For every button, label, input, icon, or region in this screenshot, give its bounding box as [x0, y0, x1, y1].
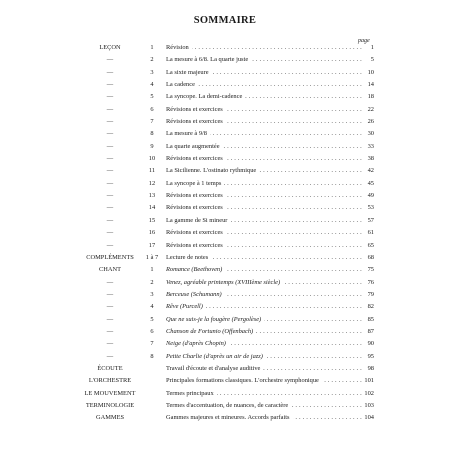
toc-title-cell: [166, 240, 364, 252]
toc-section: —: [106, 118, 114, 126]
toc-page-number: 33: [367, 142, 374, 150]
toc-row: [0, 128, 450, 140]
toc-title-cell: [166, 412, 364, 424]
toc-number: 5: [150, 93, 154, 101]
toc-title-cell: [166, 141, 364, 153]
toc-row: [0, 165, 450, 177]
toc-page-number: 85: [367, 315, 374, 323]
toc-row: [0, 104, 450, 116]
toc-row: [0, 388, 450, 400]
toc-row: [0, 289, 450, 301]
toc-title-cell: [166, 277, 364, 289]
toc-title: La quarte augmentée: [166, 143, 223, 150]
toc-title: Termes d'accentuation, de nuances, de caractère: [166, 402, 291, 409]
toc-page-number: 57: [367, 216, 374, 224]
toc-section: —: [106, 229, 114, 237]
toc-number: 5: [150, 315, 154, 323]
toc-section: —: [106, 315, 114, 323]
toc-page-number: 98: [367, 364, 374, 372]
toc-row: [0, 326, 450, 338]
toc-title: Révisions et exercices: [166, 155, 226, 162]
toc-section: —: [106, 142, 114, 150]
toc-section: ÉCOUTE: [97, 364, 123, 372]
toc-number: 2: [150, 278, 154, 286]
toc-title: Révisions et exercices: [166, 106, 226, 113]
toc-section: —: [106, 105, 114, 113]
toc-title: La cadence: [166, 81, 198, 88]
toc-number: 14: [148, 204, 156, 212]
toc-section: —: [106, 167, 114, 175]
toc-page-number: 45: [367, 179, 374, 187]
toc-title-cell: [166, 289, 364, 301]
toc-title-cell: [166, 326, 364, 338]
toc-number: 6: [150, 105, 154, 113]
toc-title: Révisions et exercices: [166, 204, 226, 211]
toc-title: Petite Charlie (d'après un air de jazz): [166, 353, 266, 360]
toc-page-number: 102: [364, 389, 374, 397]
toc-section: —: [106, 216, 114, 224]
toc-title: La mesure à 6/8. La quarte juste: [166, 56, 251, 63]
toc-row: [0, 67, 450, 79]
toc-title-cell: [166, 116, 364, 128]
toc-title-cell: [166, 375, 364, 387]
toc-title: Principales formations classiques. L'orchestre symphonique: [166, 377, 322, 384]
table-of-contents: [0, 42, 450, 425]
toc-title: Travail d'écoute et d'analyse auditive: [166, 365, 263, 372]
toc-number: 8: [150, 352, 154, 360]
toc-page-number: 26: [367, 118, 374, 126]
toc-title: Termes principaux: [166, 390, 217, 397]
toc-row: [0, 412, 450, 424]
toc-number: 3: [150, 290, 154, 298]
toc-number: 3: [150, 68, 154, 76]
toc-number: 10: [148, 155, 156, 163]
toc-page-number: 38: [367, 155, 374, 163]
toc-page-number: 30: [367, 130, 374, 138]
toc-section: —: [106, 81, 114, 89]
toc-title-cell: [166, 54, 364, 66]
toc-title: La Sicilienne. L'ostinato rythmique: [166, 167, 259, 174]
toc-number: 7: [150, 340, 154, 348]
toc-title-cell: [166, 91, 364, 103]
toc-row: [0, 314, 450, 326]
toc-page-number: 5: [370, 56, 374, 64]
toc-title: Romance (Beethoven): [166, 266, 225, 273]
toc-page-number: 104: [364, 414, 374, 422]
toc-section: LEÇON: [99, 44, 121, 51]
toc-section: —: [106, 192, 114, 200]
toc-row: [0, 54, 450, 66]
toc-number: 7: [150, 118, 154, 126]
toc-number: 4: [150, 303, 154, 311]
toc-section: TERMINOLOGIE: [85, 401, 135, 409]
toc-title: Berceuse (Schumann): [166, 291, 225, 298]
toc-section: —: [106, 93, 114, 101]
toc-title-cell: [166, 153, 364, 165]
toc-page-number: 76: [367, 278, 374, 286]
toc-row: [0, 153, 450, 165]
toc-page-number: 22: [367, 105, 374, 113]
toc-row: [0, 240, 450, 252]
toc-title: Révisions et exercices: [166, 229, 226, 236]
toc-title-cell: [166, 67, 364, 79]
toc-title: Révisions et exercices: [166, 242, 226, 249]
toc-section: —: [106, 278, 114, 286]
toc-title-cell: [166, 400, 364, 412]
page-column-label: page: [358, 38, 370, 44]
toc-section: —: [106, 155, 114, 163]
toc-title: La gamme de Si mineur: [166, 217, 230, 224]
toc-title-cell: [166, 190, 364, 202]
toc-number: 16: [148, 229, 156, 237]
toc-title-cell: [166, 178, 364, 190]
toc-section: CHANT: [98, 266, 121, 274]
toc-section: —: [106, 56, 114, 64]
toc-title: Venez, agréable printemps (XVIIIème siècle): [166, 279, 283, 286]
toc-number: 12: [148, 179, 156, 187]
toc-page-number: 49: [367, 192, 374, 200]
toc-section: —: [106, 352, 114, 360]
toc-title: Révision: [166, 44, 192, 51]
toc-number: 13: [148, 192, 156, 200]
toc-page-number: 42: [367, 167, 374, 175]
toc-number: 8: [150, 130, 154, 138]
toc-number: 17: [148, 241, 156, 249]
toc-title-cell: [166, 165, 364, 177]
toc-title-cell: [166, 301, 364, 313]
toc-section: —: [106, 179, 114, 187]
toc-title-cell: [166, 314, 364, 326]
toc-row: [0, 91, 450, 103]
toc-title-cell: [166, 104, 364, 116]
toc-section: GAMMES: [95, 414, 125, 422]
toc-title-cell: [166, 252, 364, 264]
toc-title-cell: [166, 264, 364, 276]
toc-row: [0, 264, 450, 276]
toc-row: [0, 227, 450, 239]
toc-title-cell: [166, 388, 364, 400]
toc-page-number: 103: [364, 401, 374, 409]
toc-title: Rêve (Purcell): [166, 303, 206, 310]
toc-number: 1: [150, 266, 154, 274]
toc-row: [0, 215, 450, 227]
toc-number: 4: [150, 81, 154, 89]
toc-number: 1: [150, 44, 154, 51]
toc-title: La syncope. La demi-cadence: [166, 93, 245, 100]
toc-title: La syncope à 1 temps: [166, 180, 224, 187]
toc-row: [0, 42, 450, 54]
toc-row: [0, 178, 450, 190]
toc-page-number: 75: [367, 266, 374, 274]
toc-section: —: [106, 241, 114, 249]
toc-row: [0, 375, 450, 387]
toc-title-cell: [166, 338, 364, 350]
toc-title-cell: [166, 42, 364, 54]
toc-row: [0, 190, 450, 202]
toc-row: [0, 202, 450, 214]
toc-page-number: 10: [367, 68, 374, 76]
toc-title-cell: [166, 128, 364, 140]
toc-row: [0, 277, 450, 289]
toc-page-number: 1: [370, 44, 374, 51]
toc-section: —: [106, 204, 114, 212]
toc-row: [0, 351, 450, 363]
toc-number: 11: [148, 167, 156, 175]
toc-title: Lecture de notes: [166, 254, 211, 261]
toc-title: Révisions et exercices: [166, 118, 226, 125]
toc-page-number: 87: [367, 327, 374, 335]
toc-section: —: [106, 130, 114, 138]
page-title: SOMMAIRE: [193, 15, 257, 26]
toc-row: [0, 141, 450, 153]
toc-row: [0, 400, 450, 412]
toc-row: [0, 252, 450, 264]
toc-page-number: 61: [367, 229, 374, 237]
toc-page-number: 18: [367, 93, 374, 101]
toc-title: Chanson de Fortunio (Offenbach): [166, 328, 256, 335]
toc-title: La mesure à 9/8: [166, 130, 210, 137]
toc-title-cell: [166, 202, 364, 214]
toc-section: —: [106, 68, 114, 76]
toc-section: —: [106, 327, 114, 335]
toc-title-cell: [166, 79, 364, 91]
toc-number: 15: [148, 216, 156, 224]
toc-page-number: 14: [367, 81, 374, 89]
toc-row: [0, 301, 450, 313]
toc-page-number: 68: [367, 253, 374, 261]
toc-title: Révisions et exercices: [166, 192, 226, 199]
toc-page-number: 53: [367, 204, 374, 212]
toc-page-number: 82: [367, 303, 374, 311]
toc-row: [0, 363, 450, 375]
toc-title: Gammes majeures et mineures. Accords parfaits: [166, 414, 293, 421]
toc-title-cell: [166, 363, 364, 375]
toc-number: 9: [150, 142, 154, 150]
toc-page-number: 90: [367, 340, 374, 348]
toc-section: —: [106, 290, 114, 298]
toc-number: 2: [150, 56, 154, 64]
toc-title-cell: [166, 215, 364, 227]
toc-section: —: [106, 340, 114, 348]
toc-section: —: [106, 303, 114, 311]
toc-page-number: 101: [364, 377, 374, 385]
toc-page-number: 79: [367, 290, 374, 298]
toc-row: [0, 79, 450, 91]
toc-number: 1 à 7: [145, 253, 159, 261]
toc-row: [0, 116, 450, 128]
toc-title-cell: [166, 351, 364, 363]
toc-number: 6: [150, 327, 154, 335]
toc-page-number: 95: [367, 352, 374, 360]
toc-section: COMPLÉMENTS: [86, 253, 134, 261]
toc-title: Neige (d'après Chopin): [166, 340, 229, 347]
toc-title: La sixte majeure: [166, 69, 212, 76]
toc-row: [0, 338, 450, 350]
toc-title: Que ne suis-je la fougère (Pergolèse): [166, 316, 264, 323]
toc-section: LE MOUVEMENT: [84, 389, 136, 397]
toc-page-number: 65: [367, 241, 374, 249]
toc-section: L'ORCHESTRE: [88, 377, 132, 385]
toc-title-cell: [166, 227, 364, 239]
